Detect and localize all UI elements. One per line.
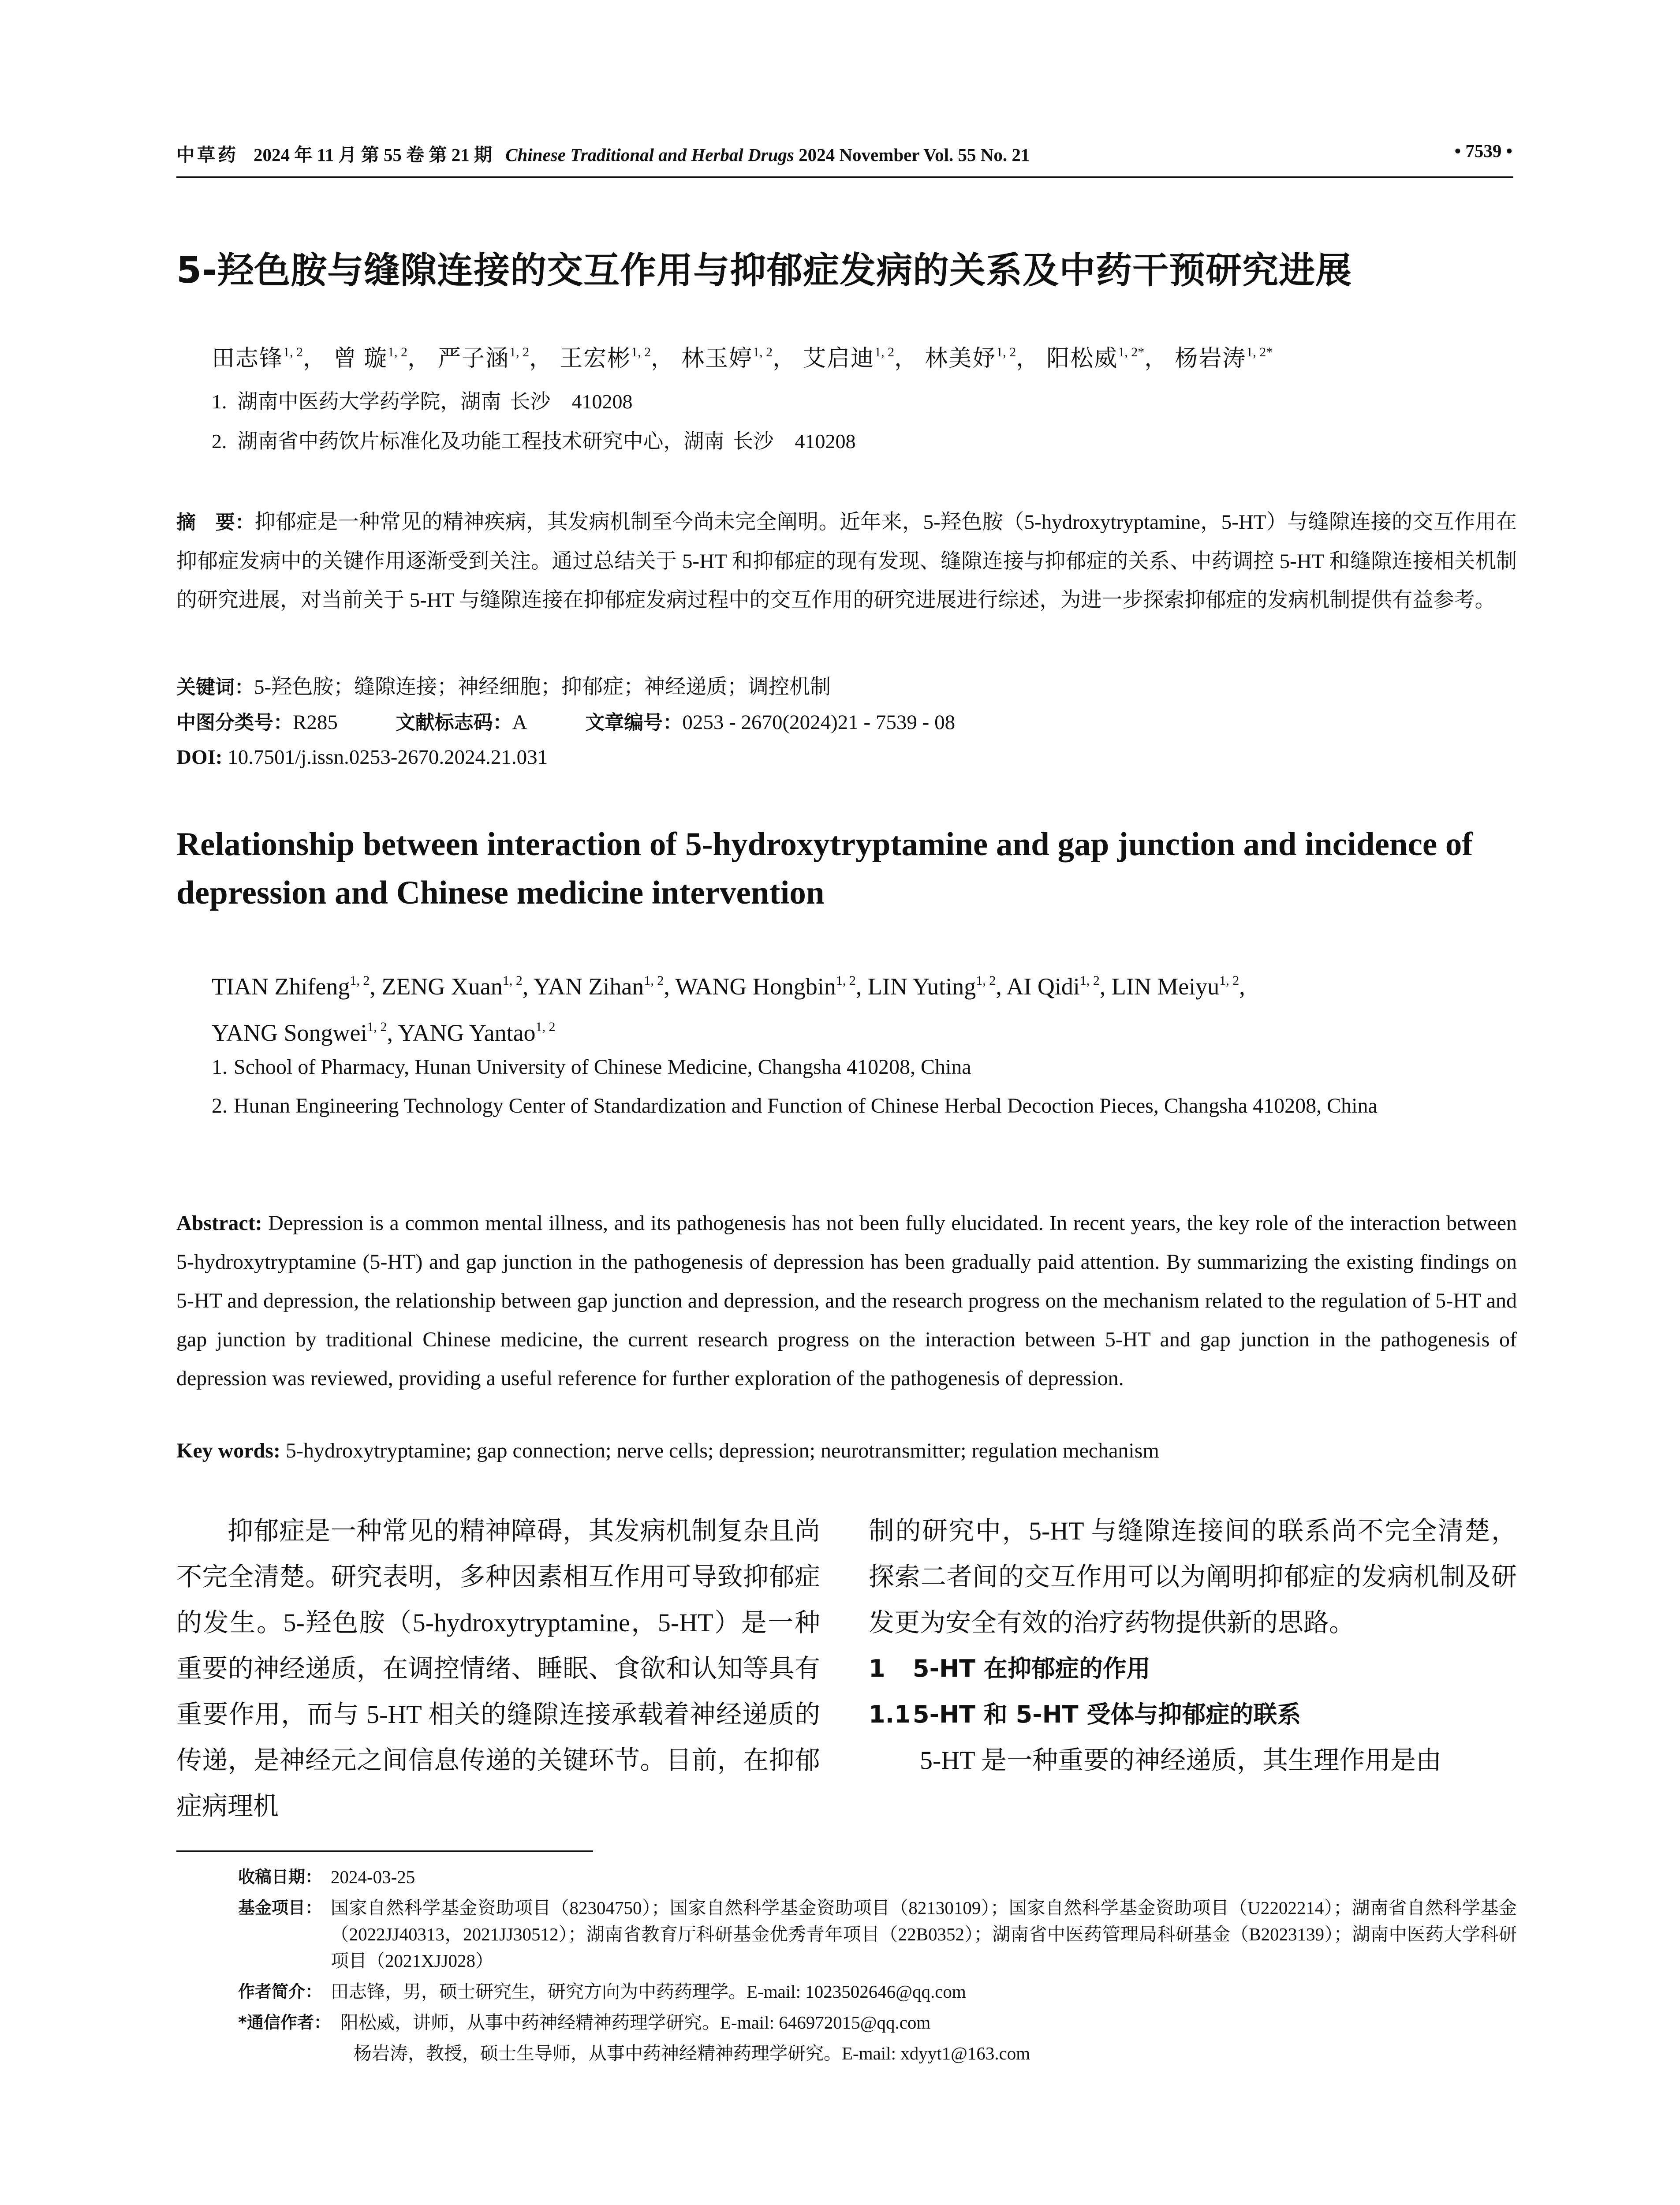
author-en: TIAN Zhifeng$^{1, 2}$, [212, 973, 382, 1000]
document-code: A [512, 711, 527, 734]
footnotes [238, 1864, 1517, 2067]
author-cn: 王宏彬$^{1, 2}$， [560, 345, 675, 371]
abstract-en [176, 1204, 1517, 1398]
author-cn: 林玉婷$^{1, 2}$， [681, 345, 797, 371]
abstract-cn-label: 摘 要： [176, 511, 255, 534]
doi-link[interactable]: 10.7501/j.issn.0253-2670.2024.21.031 [222, 746, 548, 769]
section-heading-1: 1 5-HT 在抑郁症的作用 [869, 1655, 1150, 1682]
keywords-cn [176, 668, 1517, 707]
author-en: YANG Yantao$^{1, 2}$ [398, 1020, 556, 1046]
title-cn: 5-羟色胺与缝隙连接的交互作用与抑郁症发病的关系及中药干预研究进展 [176, 250, 1352, 292]
journal-name-cn: 中草药 [176, 145, 239, 165]
footnote-rule [176, 1850, 593, 1852]
footnote-corresponding: *通信作者： 阳松威，讲师，从事中药神经精神药理学研究。E-mail: 646972015@qq.com [238, 2012, 931, 2033]
author-cn: 曾 璇$^{1, 2}$， [333, 345, 432, 371]
article-number: 0253 - 2670(2024)21 - 7539 - 08 [682, 711, 956, 734]
journal-name-en: Chinese Traditional and Herbal Drugs [505, 145, 794, 165]
keywords-en-label: Key words: [176, 1439, 280, 1462]
affiliation-en-2: 2. Hunan Engineering Technology Center of Standardization and Function of Chinese Herbal Decoction Pieces, Changsha 410208, China [212, 1094, 1378, 1117]
author-en: LIN Meiyu$^{1, 2}$, [1111, 973, 1245, 1000]
author-en: ZENG Xuan$^{1, 2}$, [381, 973, 534, 1000]
intro-paragraph-continued: 制的研究中，5-HT 与缝隙连接间的联系尚不完全清楚，探索二者间的交互作用可以为阐明抑郁症的发病机制及研发更为安全有效的治疗药物提供新的思路。 [869, 1517, 1517, 1637]
clc-number: R285 [293, 711, 338, 734]
footnote-author-bio: 作者简介： 田志锋，男，硕士研究生，研究方向为中药药理学。E-mail: 1023502646@qq.com [238, 1981, 966, 2002]
affiliation-cn-2: 2. 湖南省中药饮片标准化及功能工程技术研究中心，湖南 长沙 410208 [212, 430, 856, 452]
footnote-corresponding-2: 杨岩涛，教授，硕士生导师，从事中药神经精神药理学研究。E-mail: xdyyt1@163.com [354, 2043, 1030, 2063]
body-column-right [869, 1508, 1517, 1783]
title-en: Relationship between interaction of 5-hydroxytryptamine and gap junction and incidence of depression and Chinese medicine intervention [176, 826, 1473, 911]
author-cn: 杨岩涛$^{1, 2*}$ [1175, 345, 1273, 371]
classification-line: 中图分类号：R285 文献标志码：A 文章编号：0253 - 2670(2024)21 - 7539 - 08 [176, 711, 956, 734]
doi-line: DOI: 10.7501/j.issn.0253-2670.2024.21.031 [176, 746, 548, 769]
author-cn: 阳松威$^{1, 2*}$， [1046, 345, 1169, 371]
body-column-left [176, 1508, 820, 1829]
author-cn: 艾启迪$^{1, 2}$， [803, 345, 918, 371]
footnote-received: 收稿日期： 2024-03-25 [238, 1867, 415, 1887]
abstract-cn [176, 503, 1517, 620]
page-number: • 7539 • [1454, 141, 1512, 161]
author-cn: 田志锋$^{1, 2}$， [212, 345, 327, 371]
authors-en [212, 960, 1517, 1053]
author-en: WANG Hongbin$^{1, 2}$, [675, 973, 868, 1000]
section-1-1-paragraph: 5-HT 是一种重要的神经递质，其生理作用是由 [920, 1746, 1442, 1775]
author-en: AI Qidi$^{1, 2}$, [1006, 973, 1112, 1000]
keywords-cn-text: 5-羟色胺；缝隙连接；神经细胞；抑郁症；神经递质；调控机制 [254, 676, 831, 699]
authors-cn [212, 340, 1534, 373]
keywords-cn-label: 关键词： [176, 676, 254, 699]
issue-cn: 2024 年 11 月 第 55 卷 第 21 期 [254, 145, 492, 165]
abstract-en-label: Abstract: [176, 1211, 262, 1235]
abstract-cn-text: 抑郁症是一种常见的精神疾病，其发病机制至今尚未完全阐明。近年来，5-羟色胺（5-hydroxytryptamine，5-HT）与缝隙连接的交互作用在抑郁症发病中的关键作用逐渐受到关注。通过总结关于 5-HT 和抑郁症的现有发现、缝隙连接与抑郁症的关系、中药调控 5-HT 和缝隙连接相关机制的研究进展，对当前关于 5-HT 与缝隙连接在抑郁症发病过程中的交互作用的研究进展进行综述，为进一步探索抑郁症的发病机制提供有益参考。 [176, 511, 1517, 612]
affiliation-cn-1: 1. 湖南中医药大学药学院，湖南 长沙 410208 [212, 390, 633, 413]
intro-paragraph: 抑郁症是一种常见的精神障碍，其发病机制复杂且尚不完全清楚。研究表明，多种因素相互作用可导致抑郁症的发生。5-羟色胺（5-hydroxytryptamine，5-HT）是一种重要的神经递质，在调控情绪、睡眠、食欲和认知等具有重要作用，而与 5-HT 相关的缝隙连接承载着神经递质的传递，是神经元之间信息传递的关键环节。目前，在抑郁症病理机 [176, 1517, 820, 1820]
keywords-en [176, 1439, 1517, 1463]
author-cn: 严子涵$^{1, 2}$， [438, 345, 553, 371]
issue-en: 2024 November Vol. 55 No. 21 [794, 145, 1030, 165]
author-en: YAN Zihan$^{1, 2}$, [533, 973, 676, 1000]
header-rule [176, 176, 1513, 178]
author-en: LIN Yuting$^{1, 2}$, [867, 973, 1007, 1000]
author-en: YANG Songwei$^{1, 2}$, [212, 1020, 398, 1046]
affiliation-en-1: 1. School of Pharmacy, Hunan University of Chinese Medicine, Changsha 410208, China [212, 1055, 971, 1079]
abstract-en-text: Depression is a common mental illness, and its pathogenesis has not been fully elucidated. In recent years, the key role of the interaction between 5-hydroxytryptamine (5-HT) and gap junction in the pathogenesis of depression has been gradually paid attention. By summarizing the existing findings on 5-HT and depression, the relationship between gap junction and depression, and the research progress on the mechanism related to the regulation of 5-HT and gap junction by traditional Chinese medicine, the current research progress on the interaction between 5-HT and gap junction in the pathogenesis of depression was reviewed, providing a useful reference for further exploration of the pathogenesis of depression. [176, 1211, 1517, 1390]
keywords-en-text: 5-hydroxytryptamine; gap connection; nerve cells; depression; neurotransmitter; regulation mechanism [280, 1439, 1159, 1462]
footnote-funding: 基金项目： 国家自然科学基金资助项目（82304750）；国家自然科学基金资助项目（82130109）；国家自然科学基金资助项目（U2202214）；湖南省自然科学基金（2022JJ40313，2021JJ30512）；湖南省教育厅科研基金优秀青年项目（22B0352）；湖南省中医药管理局科研基金（B2023139）；湖南中医药大学科研项目（2021XJJ028） [238, 1898, 1517, 1971]
section-heading-1-1: 1.15-HT 和 5-HT 受体与抑郁症的联系 [869, 1700, 1301, 1728]
running-header [176, 140, 1512, 166]
author-cn: 林美妤$^{1, 2}$， [925, 345, 1040, 371]
